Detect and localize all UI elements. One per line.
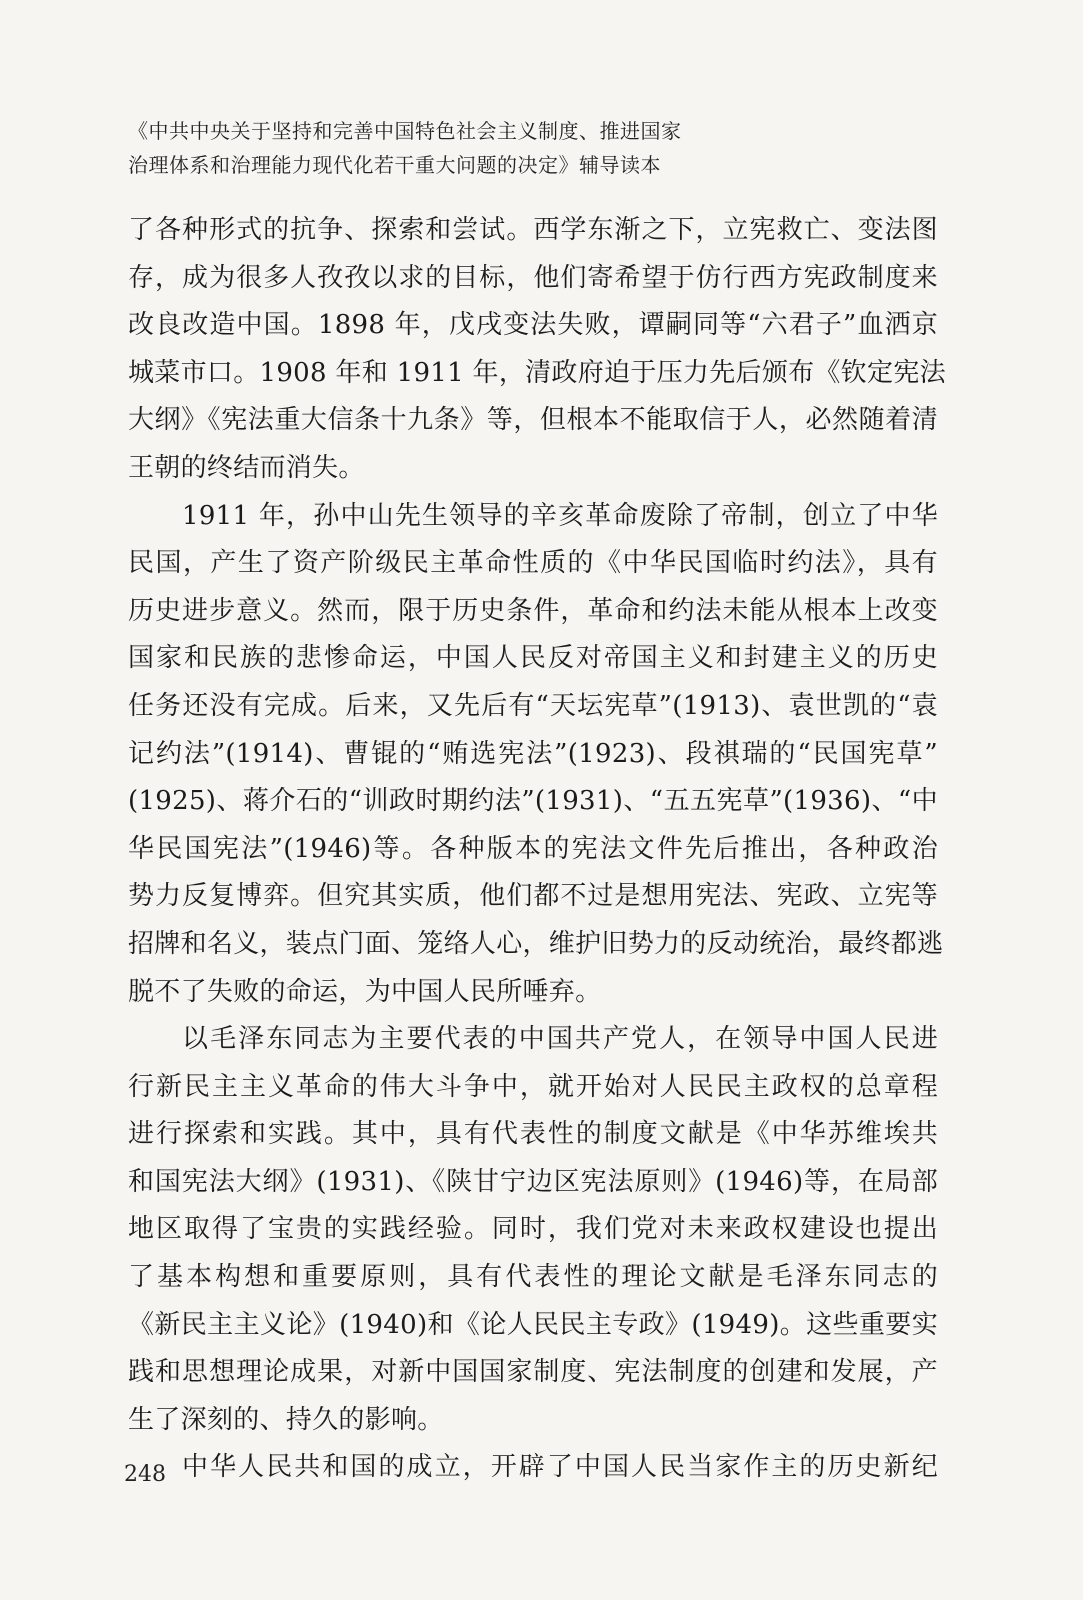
paragraph-line: 大纲》《宪法重大信条十九条》等，但根本不能取信于人，必然随着清	[128, 405, 938, 436]
paragraph-line: 行新民主主义革命的伟大斗争中，就开始对人民民主政权的总章程	[128, 1071, 938, 1102]
paragraph	[128, 1016, 938, 1444]
paragraph-line: 中华人民共和国的成立，开辟了中国人民当家作主的历史新纪	[182, 1452, 938, 1483]
paragraph-line: 《新民主主义论》(1940)和《论人民民主专政》(1949)。这些重要实	[128, 1309, 938, 1340]
paragraph-line: 历史进步意义。然而，限于历史条件，革命和约法未能从根本上改变	[128, 595, 938, 626]
paragraph-line: 地区取得了宝贵的实践经验。同时，我们党对未来政权建设也提出	[128, 1214, 938, 1245]
body-text	[128, 207, 946, 1492]
paragraph-line: 了各种形式的抗争、探索和尝试。西学东渐之下，立宪救亡、变法图	[128, 215, 938, 245]
paragraph-line: 1911 年，孙中山先生领导的辛亥革命废除了帝制，创立了中华	[182, 500, 938, 531]
paragraph-line: (1925)、蒋介石的“训政时期约法”(1931)、“五五宪草”(1936)、“中	[128, 786, 938, 817]
paragraph-line: 招牌和名义，装点门面、笼络人心，维护旧势力的反动统治，最终都逃	[128, 928, 944, 959]
paragraph-line: 生了深刻的、持久的影响。	[128, 1404, 444, 1435]
paragraph-line: 进行探索和实践。其中，具有代表性的制度文献是《中华苏维埃共	[128, 1119, 938, 1150]
paragraph-line: 势力反复博弈。但究其实质，他们都不过是想用宪法、宪政、立宪等	[128, 881, 938, 912]
running-header-line-2: 治理体系和治理能力现代化若干重大问题的决定》辅导读本	[128, 153, 661, 177]
paragraph-line: 华民国宪法”(1946)等。各种版本的宪法文件先后推出，各种政治	[128, 833, 938, 864]
paragraph-line: 任务还没有完成。后来，又先后有“天坛宪草”(1913)、袁世凯的“袁	[128, 690, 938, 721]
paragraph-line: 以毛泽东同志为主要代表的中国共产党人，在领导中国人民进	[182, 1024, 938, 1055]
paragraph	[128, 1444, 938, 1492]
paragraph-line: 城菜市口。1908 年和 1911 年，清政府迫于压力先后颁布《钦定宪法	[128, 357, 946, 388]
paragraph-line: 了基本构想和重要原则，具有代表性的理论文献是毛泽东同志的	[128, 1262, 938, 1293]
paragraph-line: 国家和民族的悲惨命运，中国人民反对帝国主义和封建主义的历史	[128, 643, 938, 674]
paragraph-line: 和国宪法大纲》(1931)、《陕甘宁边区宪法原则》(1946)等，在局部	[128, 1166, 938, 1197]
paragraph	[128, 493, 944, 1017]
paragraph-line: 脱不了失败的命运，为中国人民所唾弃。	[128, 976, 602, 1007]
paragraph-line: 践和思想理论成果，对新中国国家制度、宪法制度的创建和发展，产	[128, 1357, 938, 1388]
page-number: 248	[124, 1462, 166, 1487]
paragraph-line: 存，成为很多人孜孜以求的目标，他们寄希望于仿行西方宪政制度来	[128, 262, 938, 293]
paragraph-line: 王朝的终结而消失。	[128, 452, 365, 483]
running-header	[128, 114, 948, 182]
paragraph-line: 改良改造中国。1898 年，戊戌变法失败，谭嗣同等“六君子”血洒京	[128, 310, 938, 341]
paragraph	[128, 207, 946, 493]
paragraph-line: 民国，产生了资产阶级民主革命性质的《中华民国临时约法》，具有	[128, 548, 938, 579]
running-header-line-1: 《中共中央关于坚持和完善中国特色社会主义制度、推进国家	[128, 119, 682, 143]
paragraph-line: 记约法”(1914)、曹锟的“贿选宪法”(1923)、段祺瑞的“民国宪草”	[128, 738, 938, 769]
